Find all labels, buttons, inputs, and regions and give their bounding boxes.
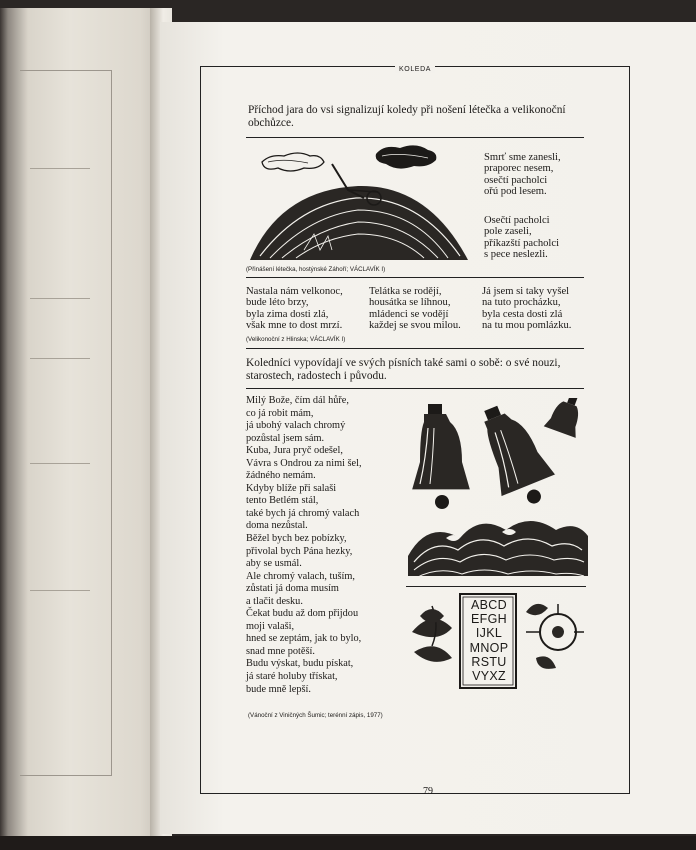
- alphabet-row: MNOP: [469, 640, 509, 655]
- verse-line: já staré holuby třískat,: [246, 671, 338, 683]
- left-page-rule: [30, 590, 90, 591]
- verse-line: Milý Bože, čím dál hůře,: [246, 395, 349, 406]
- verse-line: doma nezůstal.: [246, 520, 308, 532]
- song2-column1: Nastala nám velkonoc, bude léto brzy, byla zima dosti zlá, však mne to dost mrzí.: [246, 286, 343, 332]
- verse-line: Budu výskat, budu pískat,: [246, 658, 354, 670]
- verse-line: tento Betlém stál,: [246, 495, 319, 507]
- song2-caption: (Velikonoční z Hlinska; VÁCLAVÍK I): [246, 336, 346, 343]
- alphabet-row: VYXZ: [472, 669, 506, 684]
- verse-line: bude mně lepší.: [246, 683, 311, 695]
- left-page-rule: [30, 358, 90, 359]
- alphabet-row: IJKL: [475, 626, 503, 641]
- song2-column3: Já jsem si taky vyšel na tuto procházku, byla cesta dosti zlá na tu mou pomlázku.: [482, 286, 572, 332]
- verse-line: Kdyby blíže při salaši: [246, 482, 337, 494]
- verse-line: žádného nemám.: [246, 470, 316, 482]
- book-edge-shadow: [0, 836, 696, 850]
- section-rule: [406, 586, 586, 587]
- left-page-frame: [20, 70, 112, 776]
- alphabet-row: EFGH: [471, 612, 507, 627]
- verse-line: také bych já chromý valach: [246, 507, 360, 519]
- verse-line: Vávra s Ondrou za nimi šel,: [246, 457, 362, 469]
- song3-verse: [246, 395, 406, 696]
- verse-line: co já robit mám,: [246, 407, 314, 419]
- verse-line: Kuba, Jura pryč odešel,: [246, 445, 343, 457]
- verse-line: zůstati já doma musím: [246, 583, 339, 595]
- verse-line: hned se zeptám, jak to bylo,: [246, 633, 362, 645]
- verse-line: pozůstal jsem sám.: [246, 432, 325, 444]
- running-head: KOLEDA: [201, 66, 629, 73]
- song1-stanza2: Osečtí pacholci pole zaseli, příkazští pacholci s pece neslezli.: [484, 215, 560, 261]
- left-page: [0, 8, 162, 844]
- plough-hill-illustration: [244, 144, 476, 264]
- alphabet-block: [462, 598, 516, 683]
- left-page-rule: [30, 168, 90, 169]
- section-rule: [246, 348, 584, 349]
- alphabet-row: ABCD: [471, 598, 507, 612]
- verse-line: snad mne potěší.: [246, 645, 315, 657]
- verse-line: aby se usmál.: [246, 558, 302, 570]
- section-rule: [246, 277, 584, 278]
- verse-line: já ubohý valach chromý: [246, 420, 346, 432]
- verse-line: Čekat budu až dom přijdou: [246, 608, 359, 620]
- section-rule: [246, 388, 584, 389]
- page-number: 79: [423, 786, 433, 797]
- song2-column2: Telátka se rodějí, housátka se líhnou, mládenci se vodějí každej se svou milou.: [369, 286, 461, 332]
- verse-line: Ale chromý valach, tuším,: [246, 570, 355, 582]
- verse-line: Běžel bych bez pobízky,: [246, 533, 347, 545]
- alphabet-row: RSTU: [471, 654, 507, 669]
- verse-line: a tlačit desku.: [246, 595, 303, 607]
- song3-caption: (Vánoční z Viničných Šumic; terénní zápis, 1977): [248, 712, 383, 719]
- left-page-rule: [30, 298, 90, 299]
- section-rule: [246, 137, 584, 138]
- left-page-rule: [30, 463, 90, 464]
- song1-caption: (Přinášení létečka, hostýnské Záhoří; VÁCLAVÍK I): [246, 266, 386, 273]
- intro-paragraph: Příchod jara do vsi signalizují koledy při nošení létečka a velikonoční obchůzce.: [248, 104, 566, 129]
- verse-line: moji valaši,: [246, 620, 295, 632]
- verse-line: přivolal bych Pána hezky,: [246, 545, 353, 557]
- waves-illustration: [406, 516, 590, 584]
- koledníci-paragraph: Koledníci vypovídají ve svých písních také sami o sobě: o své nouzi, starostech, radostech i původu.: [246, 357, 561, 382]
- bells-illustration: [410, 398, 588, 514]
- song1-stanza1: Smrť sme zanesli, praporec nesem, osečtí pacholci ořú pod lesem.: [484, 152, 561, 198]
